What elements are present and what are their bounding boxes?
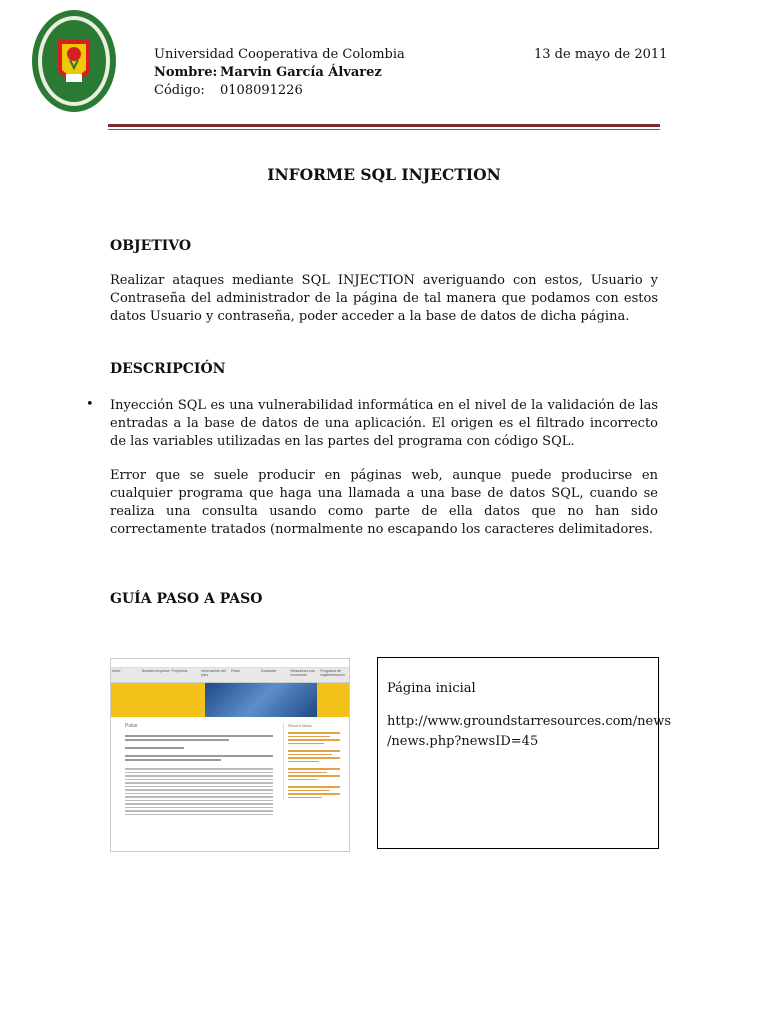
header-divider-thin: [108, 129, 660, 130]
screenshot-nav-item: Proyectos: [171, 669, 188, 673]
name-label: Nombre:: [154, 65, 218, 80]
objetivo-heading: OBJETIVO: [110, 238, 192, 254]
header-divider: [108, 124, 660, 127]
university-name: Universidad Cooperativa de Colombia: [154, 47, 405, 62]
screenshot-article: [125, 735, 273, 817]
screenshot-nav-item: Programa de reglamentación: [320, 669, 345, 677]
info-box-url-line-2: /news.php?newsID=45: [387, 734, 539, 749]
guia-heading: GUÍA PASO A PASO: [110, 591, 263, 607]
screenshot-banner: [111, 683, 349, 717]
info-box-url-line-1: http://www.groundstarresources.com/news: [387, 714, 671, 729]
university-logo: [30, 8, 118, 114]
info-box: [377, 657, 671, 849]
bullet-marker: •: [86, 397, 94, 412]
descripcion-paragraph-1: Inyección SQL es una vulnerabilidad informática en el nivel de la validación de las entradas a la base de datos de una aplicación. El origen es el filtrado incorrecto de las variables utilizadas en las partes del programa con código SQL.: [110, 398, 658, 449]
screenshot-nav-item: Relaciones con inversores: [290, 669, 316, 677]
screenshot-nav-item: Información del país: [201, 669, 226, 677]
objetivo-text: Realizar ataques mediante SQL INJECTION averiguando con estos, Usuario y Contraseña del administrador de la página de tal manera que podamos con estos datos Usuario y contraseña, poder acceder a la base de datos de dicha página.: [110, 273, 658, 324]
info-box-label: Página inicial: [387, 681, 476, 696]
name-value: Marvin García Álvarez: [220, 65, 382, 80]
report-date: 13 de mayo de 2011: [534, 47, 668, 62]
screenshot-nav-item: Nuestra empresa: [141, 669, 170, 673]
screenshot-sidebar: [283, 723, 340, 800]
screenshot-sidebar-heading: Recent News: [288, 723, 312, 728]
descripcion-heading: DESCRIPCIÓN: [110, 361, 226, 377]
screenshot-nav-item: Contactar: [260, 669, 277, 673]
document-title: INFORME SQL INJECTION: [267, 165, 501, 184]
screenshot-nav-item: Inicio: [112, 669, 121, 673]
website-screenshot: [110, 658, 350, 852]
code-label: Código:: [154, 83, 205, 98]
screenshot-nav: [111, 668, 349, 683]
screenshot-nav-item: Pulse: [231, 669, 240, 673]
screenshot-page-heading: Pulse: [125, 723, 138, 729]
descripcion-paragraph-2: Error que se suele producir en páginas web, aunque puede producirse en cualquier programa que haga una llamada a una base de datos SQL, cuando se realiza una consulta usando como parte de ella datos que no han sido correctamente tratados (normalmente no escapando los caracteres delimitadores.: [110, 468, 658, 537]
code-value: 0108091226: [220, 83, 303, 98]
university-seal-icon: [30, 8, 118, 114]
